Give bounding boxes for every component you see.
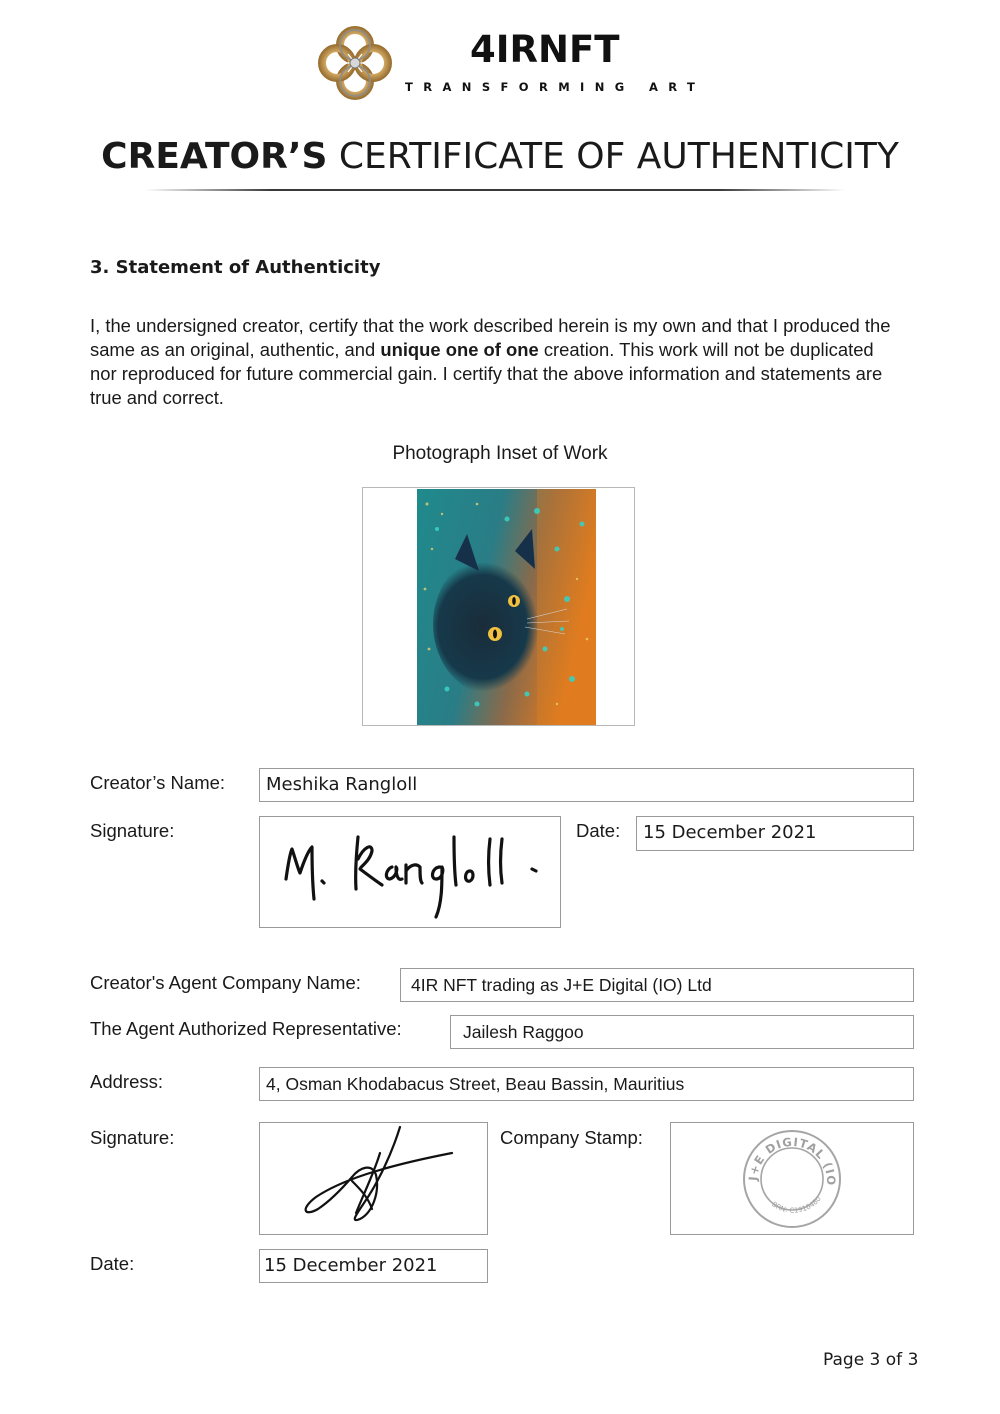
title-divider (145, 189, 845, 191)
section-number: 3. (90, 257, 110, 278)
agent-rep-label: The Agent Authorized Representative: (90, 1018, 402, 1039)
company-stamp-label: Company Stamp: (500, 1127, 643, 1148)
creator-signature-image (260, 817, 560, 927)
agent-signature-image (260, 1123, 487, 1234)
statement-text-1: I, the undersigned creator, certify that the work described herein is my own and that I produced the same as an original, authentic, and (90, 315, 891, 360)
stamp-text: J+E DIGITAL (IO (745, 1134, 839, 1187)
agent-company-value: 4IR NFT trading as J+E Digital (IO) Ltd (411, 975, 712, 995)
address-value: 4, Osman Khodabacus Street, Beau Bassin, Mauritius (266, 1074, 685, 1094)
creator-date-label: Date: (576, 820, 621, 841)
brand-name: 4IRNFT (470, 28, 620, 71)
agent-signature-box[interactable] (259, 1122, 488, 1235)
agent-rep-value: Jailesh Raggoo (463, 1022, 584, 1042)
svg-text:BRN: C19164809 (671, 1123, 823, 1215)
company-stamp-box[interactable] (670, 1122, 914, 1235)
company-stamp-image (671, 1123, 913, 1234)
stamp-brn: BRN: C1916480 (770, 1194, 823, 1215)
logo-icon (316, 24, 394, 102)
agent-date-value: 15 December 2021 (264, 1255, 438, 1276)
title-light-part: CERTIFICATE OF AUTHENTICITY (338, 136, 899, 177)
photo-frame (362, 487, 635, 726)
creator-name-label: Creator’s Name: (90, 772, 226, 793)
cat-painting-image (417, 489, 596, 725)
creator-date-field[interactable] (636, 816, 914, 851)
statement-text-2: creation. This work will not be duplicated nor reproduced for future commercial gain. I certify that the above information and statements are true and correct. (90, 339, 883, 408)
statement-paragraph (90, 314, 905, 410)
creator-signature-box[interactable] (259, 816, 561, 928)
brand-tagline: TRANSFORMING ART (405, 80, 706, 94)
agent-rep-field[interactable] (450, 1015, 914, 1049)
section-heading (90, 257, 380, 278)
creator-signature-label: Signature: (90, 820, 175, 841)
address-label: Address: (90, 1071, 164, 1092)
agent-signature-label: Signature: (90, 1127, 175, 1148)
creator-date-value: 15 December 2021 (643, 822, 817, 843)
creator-name-field[interactable] (259, 768, 914, 802)
agent-date-label: Date: (90, 1253, 135, 1274)
title-bold-part: CREATOR’S (101, 136, 328, 177)
page-number: Page 3 of 3 (823, 1350, 919, 1370)
creator-name-value: Meshika Rangloll (266, 774, 418, 795)
page-title (0, 136, 1000, 177)
agent-date-field[interactable] (259, 1249, 488, 1283)
section-title: Statement of Authenticity (115, 257, 381, 278)
agent-company-label: Creator's Agent Company Name: (90, 972, 361, 993)
photo-caption: Photograph Inset of Work (392, 443, 608, 464)
svg-text:J+E DIGITAL (IO) LTD (671, 1123, 838, 1186)
address-field[interactable] (259, 1067, 914, 1101)
statement-bold: unique one of one (380, 339, 539, 360)
agent-company-field[interactable] (400, 968, 914, 1002)
